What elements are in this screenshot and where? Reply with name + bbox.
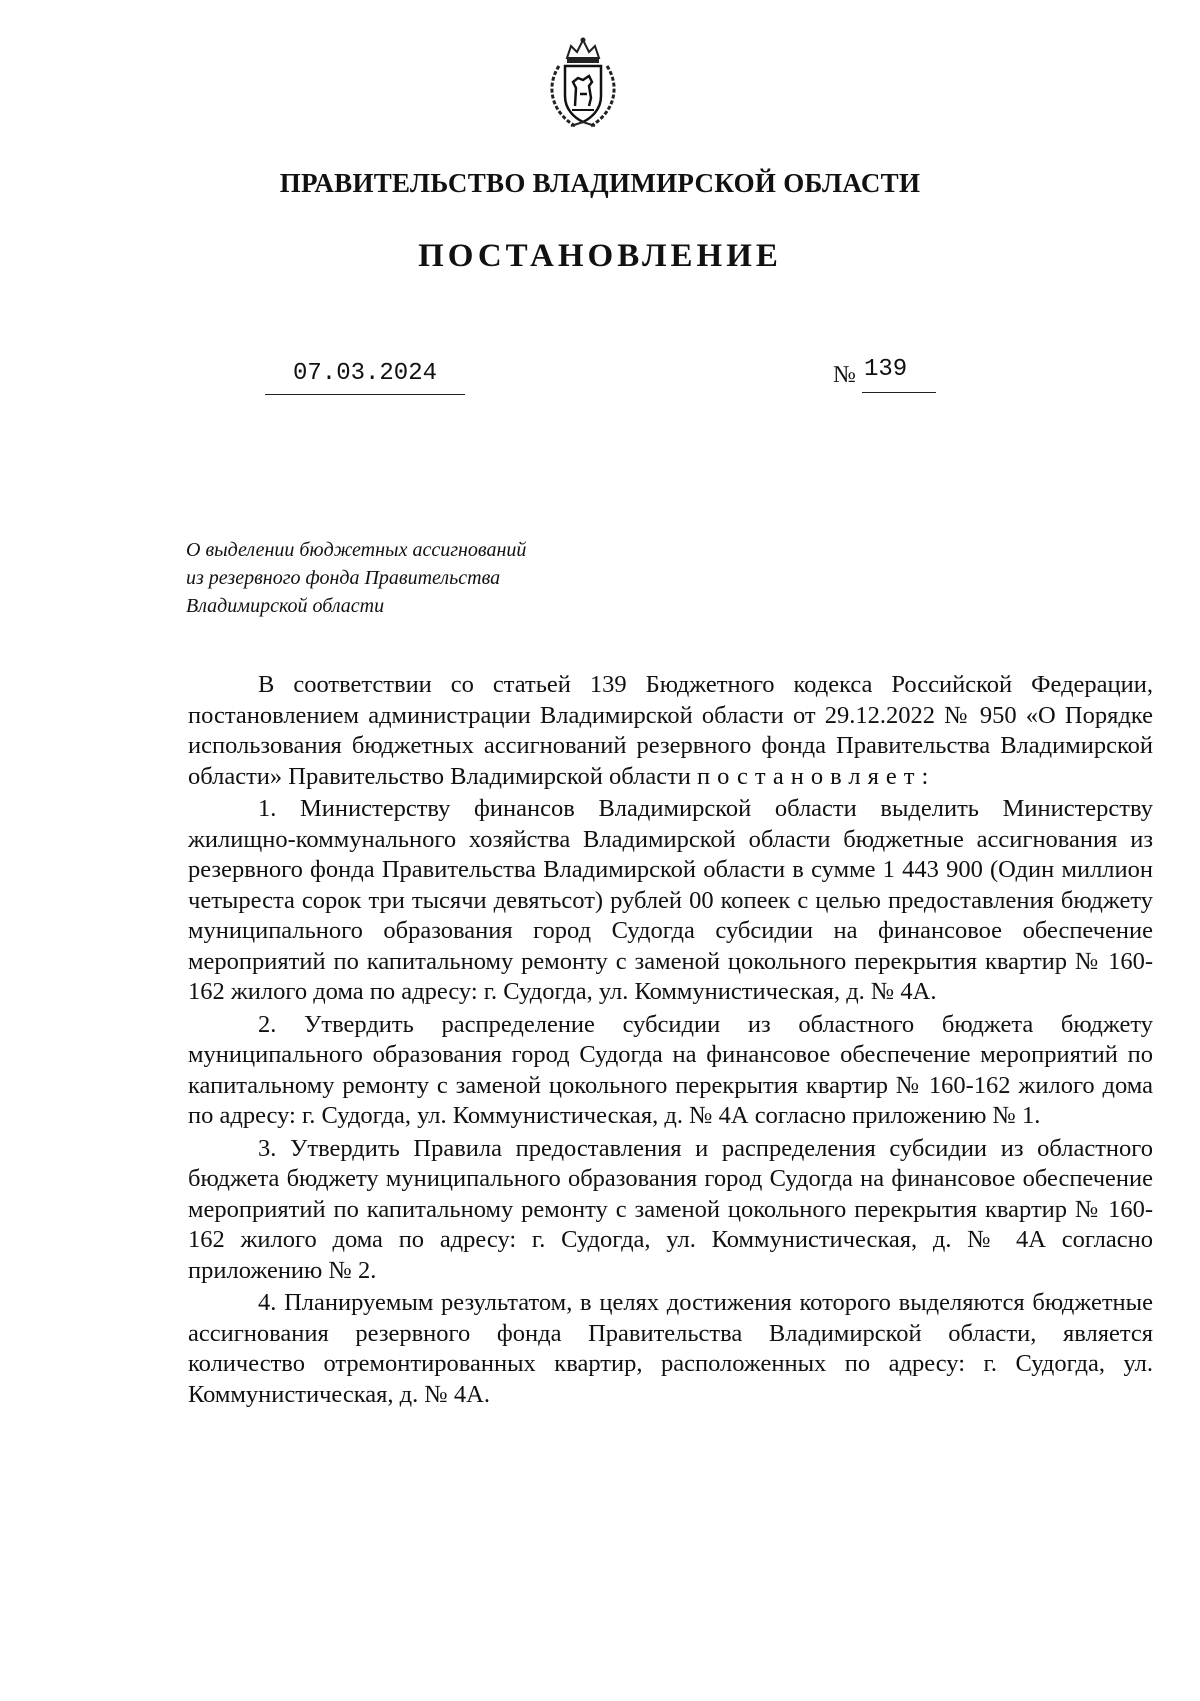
document-date: 07.03.2024 (292, 360, 438, 387)
subject-line: Владимирской области (186, 595, 385, 617)
document-body (188, 670, 1153, 1410)
number-underline (862, 392, 936, 393)
document-subject (186, 536, 626, 620)
preamble-paragraph (188, 670, 1153, 792)
preamble-text: В соответствии со статьей 139 Бюджетного кодекса Российской Федерации, постановлением администрации Владимирской области от 29.12.2022 № 950 «О Порядке использования бюджетных ассигнований резервного фонда Правительства Владимирской области» Правительство Владимирской области (188, 671, 1153, 790)
organization-title: ПРАВИТЕЛЬСТВО ВЛАДИМИРСКОЙ ОБЛАСТИ (279, 168, 921, 198)
item-paragraph: 4. Планируемым результатом, в целях достижения которого выделяются бюджетные ассигнования резервного фонда Правительства Владимирской области, является количество отремонтированных квартир, расположенных по адресу: г. Судогда, ул. Коммунистическая, д. № 4А. (188, 1289, 1153, 1408)
coat-of-arms-icon (545, 36, 621, 132)
document-number: 139 (864, 356, 908, 383)
item-paragraph: 3. Утвердить Правила предоставления и распределения субсидии из областного бюджета бюджету муниципального образования город Судогда на финансовое обеспечение мероприятий по капитальному ремонту с заменой цокольного перекрытия квартир № 160-162 жилого дома по адресу: г. Судогда, ул. Коммунистическая, д. № 4А согласно приложению № 2. (188, 1134, 1153, 1284)
subject-line: из резервного фонда Правительства (186, 567, 501, 589)
number-sign: № (833, 362, 856, 388)
document-type-title: ПОСТАНОВЛЕНИЕ (418, 238, 782, 274)
item-paragraph: 2. Утвердить распределение субсидии из областного бюджета бюджету муниципального образования город Судогда на финансовое обеспечение мероприятий по капитальному ремонту с заменой цокольного перекрытия квартир № 160-162 жилого дома по адресу: г. Судогда, ул. Коммунистическая, д. № 4А согласно приложению № 1. (188, 1010, 1153, 1129)
subject-line: О выделении бюджетных ассигнований (186, 539, 527, 561)
date-underline (265, 394, 465, 395)
decree-word: постановляет: (697, 762, 936, 790)
item-paragraph: 1. Министерству финансов Владимирской области выделить Министерству жилищно-коммунального хозяйства Владимирской области бюджетные ассигнования из резервного фонда Правительства Владимирской области в сумме 1 443 900 (Один миллион четыреста сорок три тысячи девятьсот) рублей 00 копеек с целью предоставления бюджету муниципального образования город Судогда субсидии на финансовое обеспечение мероприятий по капитальному ремонту с заменой цокольного перекрытия квартир № 160-162 жилого дома по адресу: г. Судогда, ул. Коммунистическая, д. № 4А. (188, 795, 1153, 1005)
